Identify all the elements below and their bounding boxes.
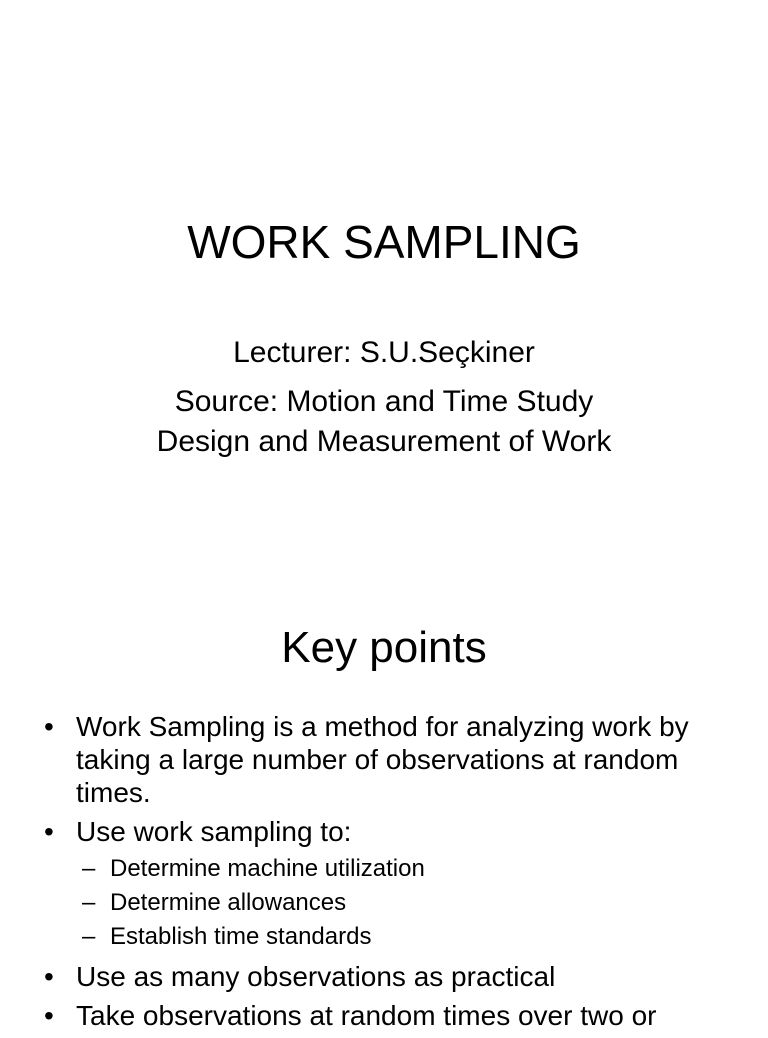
source-line-2: Design and Measurement of Work <box>156 425 612 458</box>
sub-bullet-text: Establish time standards <box>110 923 372 950</box>
sub-bullet-item <box>76 886 718 920</box>
sub-bullet-list <box>76 852 718 954</box>
bullet-text: Use as many observations as practical <box>76 961 556 992</box>
sub-bullet-marker: – <box>82 855 96 882</box>
source-line-1: Source: Motion and Time Study <box>174 385 594 418</box>
sub-bullet-text: Determine machine utilization <box>110 855 425 882</box>
lecturer-line: Lecturer: S.U.Seçkiner <box>233 336 535 369</box>
bullet-marker: • <box>44 1000 54 1031</box>
sub-bullet-item <box>76 852 718 886</box>
sub-bullet-marker: – <box>82 923 96 950</box>
bullet-item <box>0 999 768 1032</box>
slide-title: WORK SAMPLING <box>187 216 581 268</box>
sub-bullet-item <box>76 920 718 954</box>
bullet-list <box>0 710 768 1038</box>
key-points-slide <box>0 560 768 1031</box>
bullet-text: Take observations at random times over two or <box>76 1000 657 1031</box>
bullet-item <box>0 960 768 993</box>
bullet-marker: • <box>44 816 54 847</box>
bullet-text: Work Sampling is a method for analyzing work by taking a large number of observations at random times. <box>76 711 689 808</box>
sub-bullet-marker: – <box>82 889 96 916</box>
bullet-text: Use work sampling to: <box>76 816 352 847</box>
bullet-item <box>0 815 768 954</box>
key-points-heading: Key points <box>281 623 487 672</box>
bullet-marker: • <box>44 961 54 992</box>
bullet-marker: • <box>44 711 54 742</box>
sub-bullet-text: Determine allowances <box>110 889 347 916</box>
bullet-item <box>0 710 768 809</box>
